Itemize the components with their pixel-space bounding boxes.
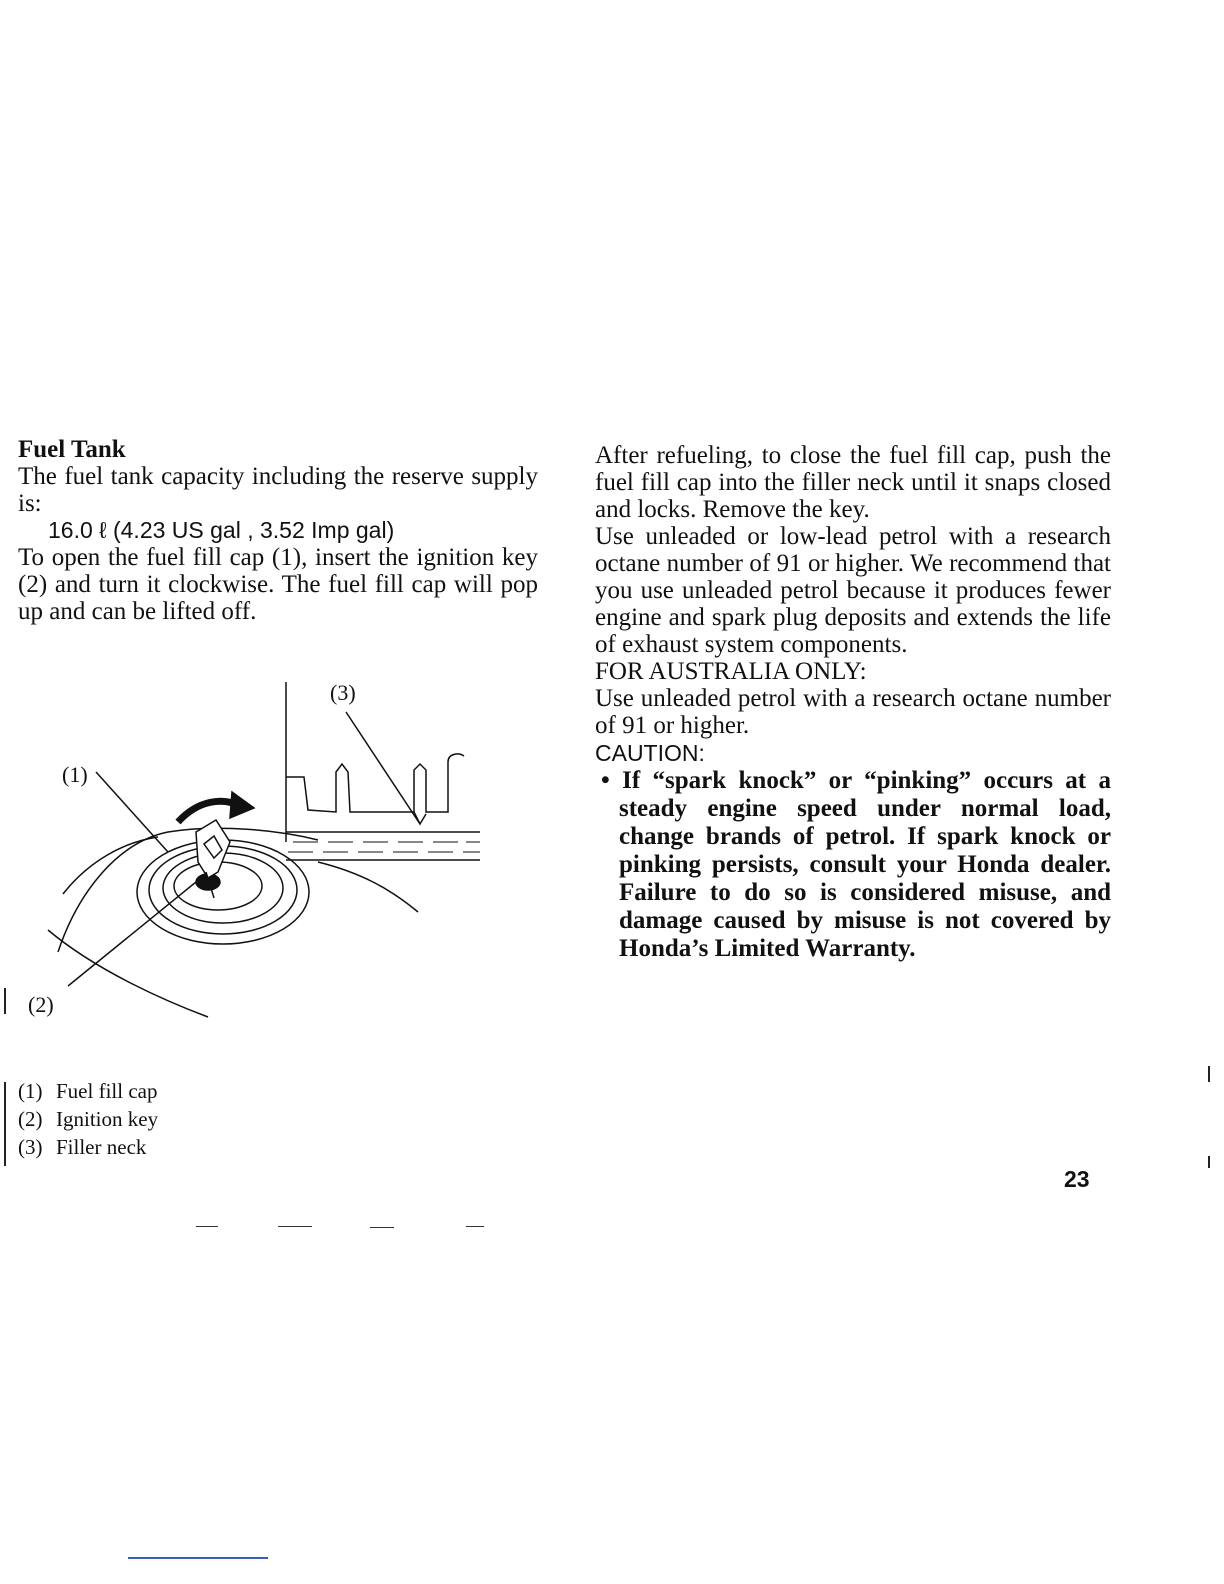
legend-item: [18, 1133, 158, 1161]
legend-item: [18, 1105, 158, 1133]
tank-lower-contour: [48, 930, 208, 1017]
capacity-intro: The fuel tank capacity including the reserve supply is:: [18, 463, 538, 517]
legend-label: Fuel fill cap: [56, 1079, 158, 1103]
margin-mark: [1208, 1066, 1210, 1082]
margin-mark: [1208, 1156, 1210, 1168]
legend-number: (1): [18, 1079, 43, 1103]
scan-dash: [370, 1227, 394, 1228]
caution-text: • If “spark knock” or “pinking” occurs at a steady engine speed under normal load, change brands of petrol. If spark knock or pinking persists, consult your Honda dealer. Failure to do so is considered misuse, and damage caused by misuse is not covered by Honda’s Limited Warranty.: [601, 767, 1111, 962]
open-cap-instructions: To open the fuel fill cap (1), insert the ignition key (2) and turn it clockwise. The fuel fill cap will pop up and can be lifted off.: [18, 544, 538, 625]
scan-dash: [196, 1226, 218, 1227]
legend-label: Ignition key: [56, 1107, 159, 1131]
callout-2: (2): [28, 992, 54, 1017]
right-column: [595, 442, 1111, 963]
callout-1: (1): [62, 762, 88, 787]
leader-line-1: [96, 772, 168, 852]
scan-dash: [278, 1226, 312, 1227]
legend-item: [18, 1077, 158, 1105]
tank-outline: [58, 828, 318, 952]
callout-3: (3): [330, 680, 356, 705]
australia-heading: FOR AUSTRALIA ONLY:: [595, 658, 867, 685]
australia-text: Use unleaded petrol with a research octane number of 91 or higher.: [595, 685, 1111, 739]
refuel-close-paragraph: After refueling, to close the fuel fill cap, push the fuel fill cap into the filler neck until it snaps closed and locks. Remove the key.: [595, 442, 1111, 523]
legend-label: Filler neck: [56, 1135, 147, 1159]
filler-neck-drawing: [286, 754, 464, 812]
scan-edge-line: [128, 1557, 268, 1559]
caution-heading: CAUTION:: [595, 740, 705, 766]
leader-line-3: [346, 712, 420, 824]
fuel-capacity: 16.0 ℓ (4.23 US gal , 3.52 Imp gal): [48, 517, 395, 543]
margin-mark: [4, 988, 6, 1014]
page-number: 23: [1064, 1166, 1090, 1192]
left-column: [18, 436, 538, 625]
legend-number: (2): [18, 1107, 43, 1131]
scan-dash: [466, 1226, 484, 1227]
legend-number: (3): [18, 1135, 43, 1159]
leader-line-2: [68, 882, 196, 986]
section-title: Fuel Tank: [18, 436, 126, 463]
petrol-recommendation-paragraph: Use unleaded or low-lead petrol with a research octane number of 91 or higher. We recommend that you use unleaded petrol because it produces fewer engine and spark plug deposits and extends the life of exhaust system components.: [595, 523, 1111, 658]
margin-mark: [4, 1082, 6, 1166]
figure-legend: [18, 1077, 158, 1161]
fuel-cap-illustration: [18, 672, 498, 1032]
